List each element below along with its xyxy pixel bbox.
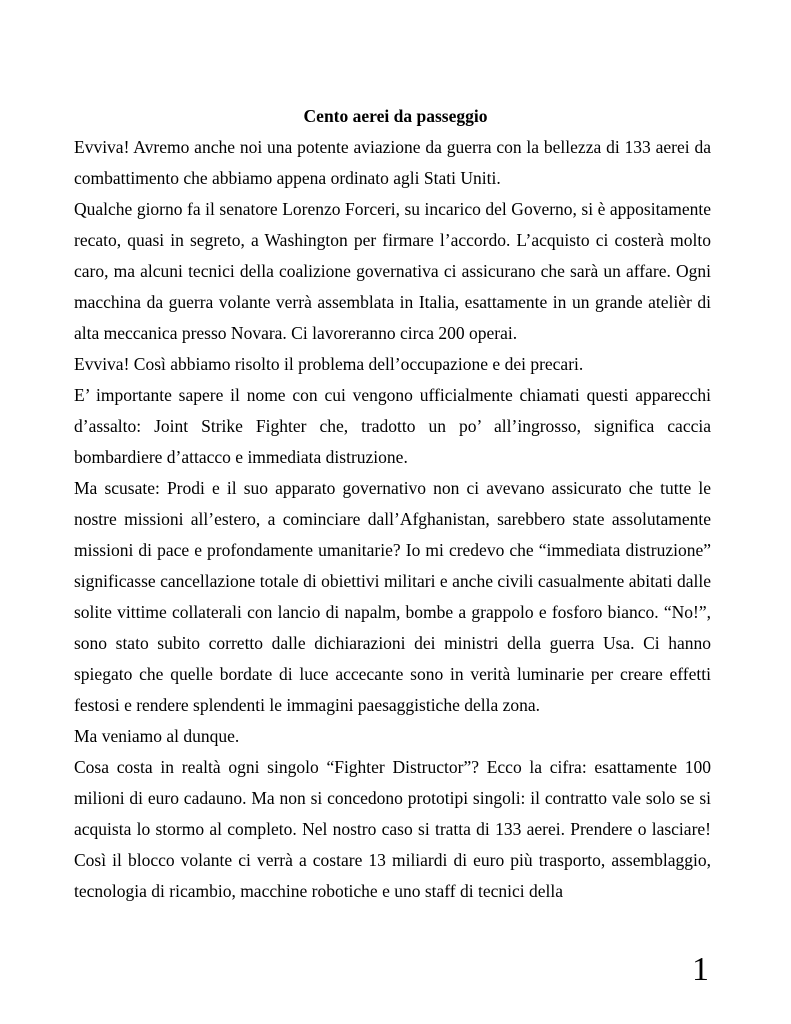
paragraph-6: Ma veniamo al dunque. — [74, 726, 240, 746]
page-number: 1 — [692, 951, 709, 988]
paragraph-2: Qualche giorno fa il senatore Lorenzo Forceri, su incarico del Governo, si è appositamente recato, quasi in segreto, a Washington per firmare l’accordo. L’acquisto ci costerà molto caro, ma alcuni tecnici della coalizione governativa ci assicurano che sarà un affare. Ogni macchina da guerra volante verrà assemblata in Italia, esattamente in un grande atelièr di alta meccanica presso Novara. Ci lavoreranno circa 200 operai. — [74, 199, 711, 343]
paragraph-1: Evviva! Avremo anche noi una potente aviazione da guerra con la bellezza di 133 aerei da combattimento che abbiamo appena ordinato agli Stati Uniti. — [74, 137, 711, 188]
paragraph-5: Ma scusate: Prodi e il suo apparato governativo non ci avevano assicurato che tutte le nostre missioni all’estero, a cominciare dall’Afghanistan, sarebbero state assolutamente missioni di pace e profondamente umanitarie? Io mi credevo che “immediata distruzione” significasse cancellazione totale di obiettivi militari e anche civili casualmente abitati dalle solite vittime collaterali con lancio di napalm, bombe a grappolo e fosforo bianco. “No!”, sono stato subito corretto dalle dichiarazioni dei ministri della guerra Usa. Ci hanno spiegato che quelle bordate di luce accecante sono in verità luminarie per creare effetti festosi e rendere splendenti le immagini paesaggistiche della zona. — [74, 478, 711, 715]
paragraph-4: E’ importante sapere il nome con cui vengono ufficialmente chiamati questi apparecchi d’assalto: Joint Strike Fighter che, tradotto un po’ all’ingrosso, significa caccia bombardiere d’attacco e immediata distruzione. — [74, 385, 711, 467]
document-title: Cento aerei da passeggio — [303, 106, 488, 126]
paragraph-3: Evviva! Così abbiamo risolto il problema dell’occupazione e dei precari. — [74, 354, 584, 374]
paragraph-7: Cosa costa in realtà ogni singolo “Fighter Distructor”? Ecco la cifra: esattamente 100 milioni di euro cadauno. Ma non si concedono prototipi singoli: il contratto vale solo se si acquista lo stormo al completo. Nel nostro caso si tratta di 133 aerei. Prendere o lasciare! Così il blocco volante ci verrà a costare 13 miliardi di euro più trasporto, assemblaggio, tecnologia di ricambio, macchine robotiche e uno staff di tecnici della — [74, 757, 711, 901]
document-body — [74, 132, 711, 907]
